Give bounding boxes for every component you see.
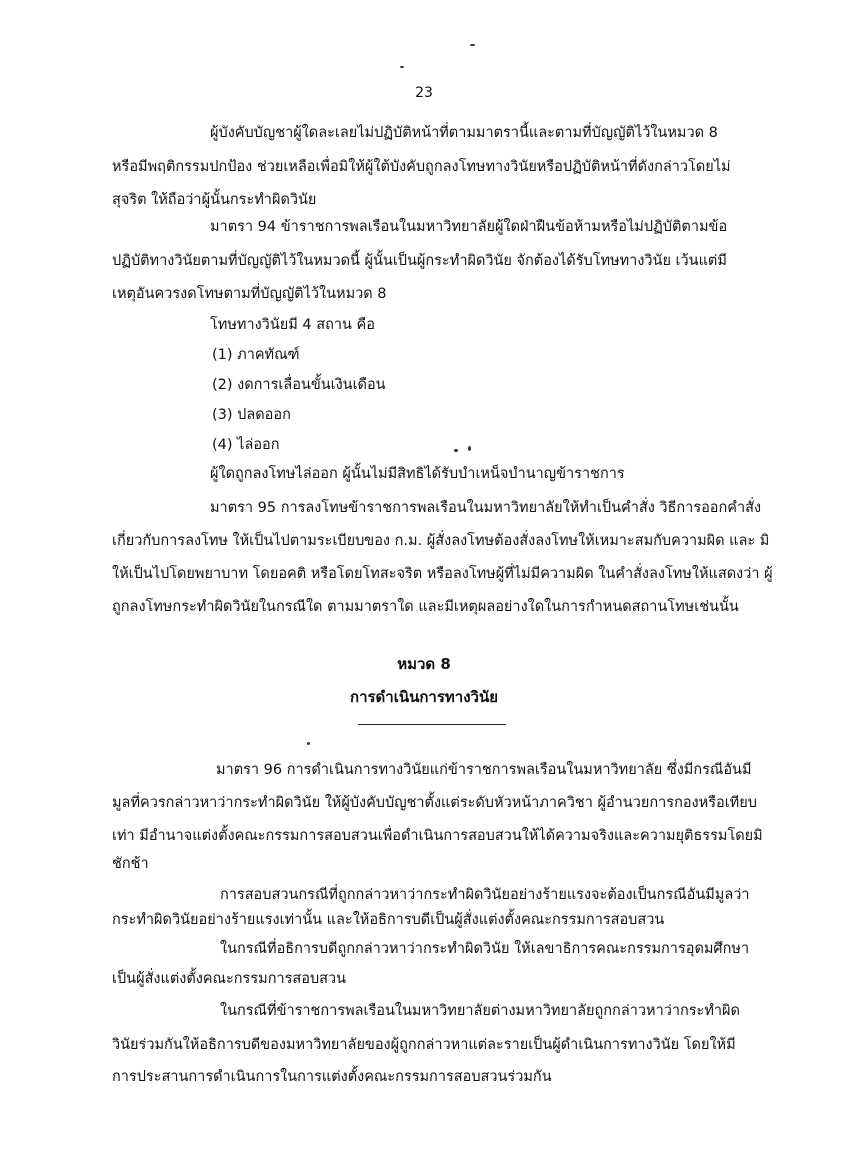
penalty-item: (2) งดการเลื่อนขั้นเงินเดือน — [212, 377, 386, 393]
body-line: เป็นผู้สั่งแต่งตั้งคณะกรรมการสอบสวน — [112, 971, 347, 987]
body-line: ในกรณีที่ข้าราชการพลเรือนในมหาวิทยาลัยต่างมหาวิทยาลัยถูกกล่าวหาว่ากระทำผิด — [220, 1003, 740, 1019]
body-line: ถูกลงโทษกระทำผิดวินัยในกรณีใด ตามมาตราใด และมีเหตุผลอย่างใดในการกำหนดสถานโทษเช่นนั้น — [112, 599, 739, 615]
body-line: เกี่ยวกับการลงโทษ ให้เป็นไปตามระเบียบของ ก.ม. ผู้สั่งลงโทษต้องสั่งลงโทษให้เหมาะสมกับความผิด และ มิ — [112, 533, 770, 549]
body-line: เหตุอันควรงดโทษตามที่บัญญัติไว้ในหมวด 8 — [112, 286, 387, 302]
penalty-item: (4) ไล่ออก — [212, 437, 280, 453]
body-line: การสอบสวนกรณีที่ถูกกล่าวหาว่ากระทำผิดวินัยอย่างร้ายแรงจะต้องเป็นกรณีอันมีมูลว่า — [220, 887, 750, 903]
section-95-line: มาตรา 95 การลงโทษข้าราชการพลเรือนในมหาวิทยาลัยให้ทำเป็นคำสั่ง วิธีการออกคำสั่ง — [210, 500, 762, 516]
body-line: ให้เป็นไปโดยพยาบาท โดยอคติ หรือโดยโทสะจริต หรือลงโทษผู้ที่ไม่มีความผิด ในคำสั่งลงโทษให้แสดงว่า ผู้ — [112, 566, 773, 582]
chapter-title: การดำเนินการทางวินัย — [349, 688, 499, 706]
body-line: สุจริต ให้ถือว่าผู้นั้นกระทำผิดวินัย — [112, 192, 317, 208]
body-line: ผู้ใดถูกลงโทษไล่ออก ผู้นั้นไม่มีสิทธิได้รับบำเหน็จบำนาญข้าราชการ — [210, 466, 625, 482]
body-line: เท่า มีอำนาจแต่งตั้งคณะกรรมการสอบสวนเพื่อดำเนินการสอบสวนให้ได้ความจริงและความยุติธรรมโดยมิ — [112, 828, 763, 844]
body-line: การประสานการดำเนินการในการแต่งตั้งคณะกรรมการสอบสวนร่วมกัน — [112, 1069, 552, 1085]
body-line: หรือมีพฤติกรรมปกป้อง ช่วยเหลือเพื่อมิให้ผู้ใต้บังคับถูกลงโทษทางวินัยหรือปฏิบัติหน้าที่ดังกล่าวโดยไม่ — [112, 159, 731, 175]
body-line: ผู้บังคับบัญชาผู้ใดละเลยไม่ปฏิบัติหน้าที่ตามมาตรานี้และตามที่บัญญัติไว้ในหมวด 8 — [210, 125, 718, 141]
penalty-item: (1) ภาคทัณฑ์ — [212, 347, 300, 363]
body-line: วินัยร่วมกันให้อธิการบดีของมหาวิทยาลัยของผู้ถูกกล่าวหาแต่ละรายเป็นผู้ดำเนินการทางวินัย โดยให้มี — [112, 1037, 736, 1053]
penalty-intro: โทษทางวินัยมี 4 สถาน คือ — [210, 317, 375, 333]
heading-underline — [358, 724, 506, 725]
body-line: ในกรณีที่อธิการบดีถูกกล่าวหาว่ากระทำผิดวินัย ให้เลขาธิการคณะกรรมการอุดมศึกษา — [220, 941, 750, 957]
scan-speck — [307, 742, 310, 745]
page-number: 23 — [415, 85, 433, 101]
scan-speck — [454, 449, 458, 452]
section-96-line: มาตรา 96 การดำเนินการทางวินัยแก่ข้าราชการพลเรือนในมหาวิทยาลัย ซึ่งมีกรณีอันมี — [216, 762, 752, 778]
chapter-number: หมวด 8 — [397, 655, 451, 673]
body-line: ปฏิบัติทางวินัยตามที่บัญญัติไว้ในหมวดนี้ ผู้นั้นเป็นผู้กระทำผิดวินัย จักต้องได้รับโทษทางวินัย เว้นแต่มี — [112, 253, 727, 269]
body-line: ชักช้า — [112, 856, 149, 872]
body-line: กระทำผิดวินัยอย่างร้ายแรงเท่านั้น และให้อธิการบดีเป็นผู้สั่งแต่งตั้งคณะกรรมการสอบสวน — [112, 912, 665, 928]
scan-speck — [400, 66, 404, 68]
scan-speck — [470, 44, 475, 46]
scan-speck — [468, 446, 471, 451]
penalty-item: (3) ปลดออก — [212, 407, 291, 423]
section-94-line: มาตรา 94 ข้าราชการพลเรือนในมหาวิทยาลัยผู้ใดฝ่าฝืนข้อห้ามหรือไม่ปฏิบัติตามข้อ — [210, 219, 728, 235]
body-line: มูลที่ควรกล่าวหาว่ากระทำผิดวินัย ให้ผู้บังคับบัญชาตั้งแต่ระดับหัวหน้าภาควิชา ผู้อำนวยการกองหรือเทียบ — [112, 795, 757, 811]
